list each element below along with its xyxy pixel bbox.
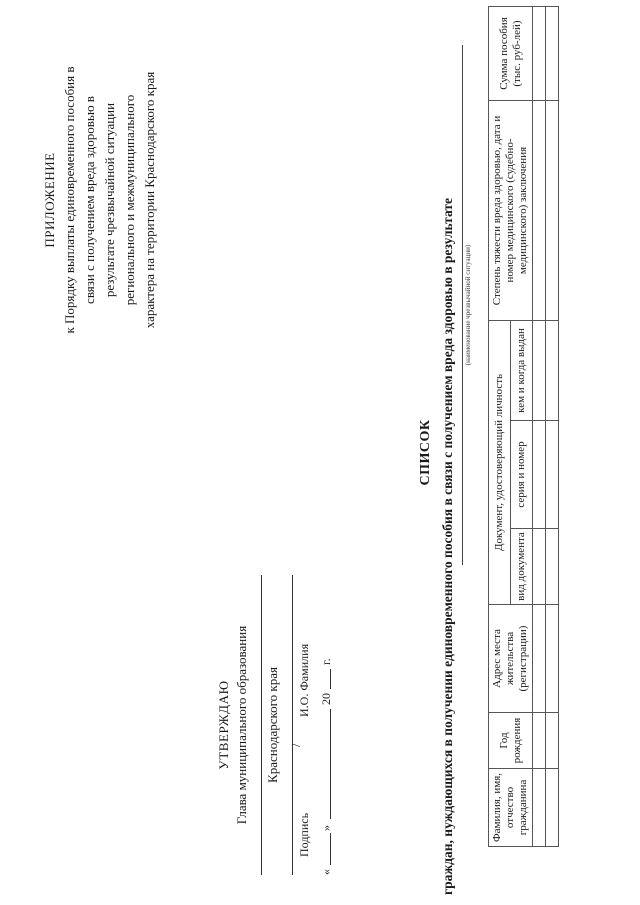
date-quote-open: « <box>319 869 333 875</box>
subheader-issued-by: кем и когда выдан <box>511 320 533 420</box>
date-quote-close: » <box>319 825 333 831</box>
signature-row <box>289 575 317 875</box>
appendix-line: результате чрезвычайной ситуации <box>102 102 117 298</box>
table-cell <box>533 100 546 320</box>
table-cell <box>533 320 546 420</box>
table-cell <box>533 713 546 769</box>
header-document: Документ, удостоверяющий личность <box>489 320 511 604</box>
table-cell <box>546 769 559 847</box>
month-blank <box>330 709 331 819</box>
situation-blank-line <box>462 45 463 565</box>
header-amount: Сумма пособия (тыс. руб-лей) <box>489 6 533 100</box>
approval-position: Глава муниципального образования <box>234 625 249 825</box>
appendix-line: регионального и межмуниципального <box>122 94 137 306</box>
appendix-title: ПРИЛОЖЕНИЕ <box>42 152 57 248</box>
situation-caption: (наименование чрезвычайной ситуации) <box>464 244 472 366</box>
appendix-line: характера на территории Краснодарского края <box>142 71 157 329</box>
header-birth-year: Год рождения <box>489 713 533 769</box>
appendix-line: связи с получением вреда здоровью в <box>82 96 97 304</box>
table-row <box>546 6 559 846</box>
table-cell <box>533 529 546 605</box>
header-severity: Степень тяжести вреда здоровью, дата и номер медицинского (судебно-медицинского) заключения <box>489 100 533 320</box>
approval-block <box>215 575 339 875</box>
list-subtitle: граждан, нуждающихся в получении единовременного пособия в связи с получением вреда здоровью в результате <box>440 197 455 895</box>
signature-slash: / <box>289 743 303 747</box>
approval-region: Краснодарского края <box>265 667 280 783</box>
year-prefix: 20 <box>319 693 333 705</box>
header-name: Фамилия, имя, отчество гражданина <box>489 769 533 847</box>
blank-line <box>261 575 262 875</box>
list-title: СПИСОК <box>418 419 433 486</box>
recipients-table <box>488 6 559 847</box>
subheader-series-number: серия и номер <box>511 421 533 529</box>
approval-title: УТВЕРЖДАЮ <box>216 680 231 770</box>
blank-line <box>292 575 293 875</box>
table-cell <box>546 529 559 605</box>
year-suffix: г. <box>319 658 333 665</box>
header-address: Адрес места жительства (регистрации) <box>489 605 533 713</box>
appendix-block <box>40 30 160 370</box>
name-label: И.О. Фамилия <box>297 643 311 717</box>
table-cell <box>533 769 546 847</box>
year-blank <box>330 669 331 689</box>
signature-label: Подпись <box>297 812 311 857</box>
table-cell <box>546 100 559 320</box>
day-blank <box>330 833 331 865</box>
subheader-document-type: вид документа <box>511 529 533 605</box>
table-cell <box>533 421 546 529</box>
table-cell <box>546 6 559 100</box>
appendix-line: к Порядку выплаты единовременного пособия в <box>62 66 77 334</box>
table-cell <box>546 320 559 420</box>
table-row <box>533 6 546 846</box>
table-cell <box>546 421 559 529</box>
table-cell <box>533 605 546 713</box>
table-cell <box>533 6 546 100</box>
date-row <box>317 575 339 875</box>
table-cell <box>546 605 559 713</box>
table-cell <box>546 713 559 769</box>
